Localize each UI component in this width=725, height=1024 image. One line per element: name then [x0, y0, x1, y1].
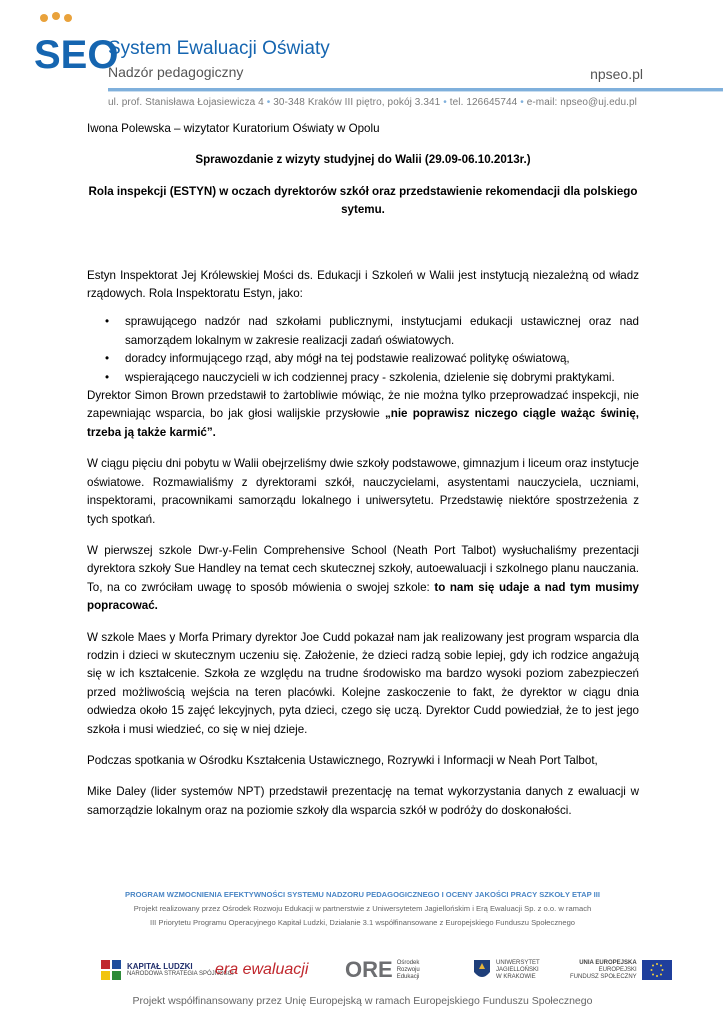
- list-item: • sprawującego nadzór nad szkołami publicznymi, instytucjami edukacji ustawicznej oraz nad samorządem lokalnym w zakresie realizacji zadań oświatowych.: [105, 315, 639, 347]
- svg-text:SEO: SEO: [34, 33, 119, 77]
- address-phone: tel. 126645744: [449, 97, 518, 108]
- quote-bold: to nam się udaje a nad tym musimy popracować.: [87, 580, 639, 613]
- document-title: Sprawozdanie z wizyty studyjnej do Walii (29.09-06.10.2013r.): [195, 153, 531, 167]
- paragraph-daley: Mike Daley (lider systemów NPT) przedstawił prezentację na temat wykorzystania danych z ewaluacji w samorządzie lokalnym oraz na poziomie szkoły dla wsparcia szkół w podróży do doskonałości.: [87, 785, 639, 817]
- uj-crest-icon: [472, 958, 492, 982]
- bullet-icon: •: [105, 352, 110, 366]
- address-city: 30-348 Kraków III piętro, pokój 3.341: [273, 97, 441, 108]
- footer-cofinanced: Projekt współfinansowany przez Unię Europejską w ramach Europejskiego Funduszu Społecznego: [132, 995, 593, 1007]
- header-subtitle: Nadzór pedagogiczny: [108, 64, 244, 80]
- role-list: [87, 313, 639, 387]
- kapital-ludzki-icon: [100, 959, 122, 981]
- footer-project: Projekt realizowany przez Ośrodek Rozwoju Edukacji w partnerstwie z Uniwersytetem Jagiellońskim i Erą Ewaluacji Sp. z o.o. w ramach: [133, 904, 592, 913]
- bullet-icon: •: [105, 370, 110, 384]
- paragraph-brown: Dyrektor Simon Brown przedstawił to żartobliwie mówiąc, że nie można tylko przeprowadzać inspekcji, nie zapewniając wsparcia, bo jak głosi walijskie przysłowie „nie poprawisz niczego ciągle ważąc świnię, trzeba ją także karmić”.: [87, 389, 639, 439]
- proverb: „nie poprawisz niczego ciągle ważąc świnię, trzeba ją także karmić”.: [87, 407, 639, 439]
- paragraph-visit: W ciągu pięciu dni pobytu w Walii obejrzeliśmy dwie szkoły podstawowe, gimnazjum i liceum oraz instytucje oświatowe. Rozmawialiśmy z dyrektorami szkół, nauczycielami, asystentami nauczyciela, uczniami, inspektorami, pracownikami samorządu lokalnego i uniwersytetu. Przedstawię niektóre spostrzeżenia z tych spotkań.: [87, 457, 639, 526]
- paragraph-maes-y-morfa: W szkole Maes y Morfa Primary dyrektor Joe Cudd pokazał nam jak realizowany jest program wsparcia dla rodzin i dzieci w skutecznym uczeniu się. Założenie, że dzieci radzą sobie lepiej, gdy ich rodzice angażują się w ich kształcenie. Szkoła ze względu na trudne środowisko ma bardzo wysoki poziom zabezpieczeń przed możliwością wejścia na teren placówki. Kolejne zaskoczenie to fakt, że dyrektor w ciągu dnia odwiedza około 15 zajęć lekcyjnych, pyta dzieci, czego się uczą. Dyrektor Cudd powiedział, że to jest jego szkoła i musi wiedzieć, co się w niej dzieje.: [87, 630, 639, 736]
- paragraph-meeting: Podczas spotkania w Ośrodku Kształcenia Ustawicznego, Rozrywki i Informacji w Neah Port Talbot,: [87, 753, 598, 767]
- separator-dot: •: [443, 97, 447, 108]
- logo-unia-europejska: UNIA EUROPEJSKA EUROPEJSKI FUNDUSZ SPOŁECZNY: [570, 950, 672, 990]
- paragraph-estyn: Estyn Inspektorat Jej Królewskiej Mości ds. Edukacji i Szkoleń w Walii jest instytucją niezależną od władz rządowych. Rola Inspektoratu Estyn, jako:: [87, 268, 639, 301]
- list-item: • wspierającego nauczycieli w ich codziennej pracy - szkolenia, dzielenie się dobrymi praktykami.: [87, 369, 639, 387]
- separator-dot: •: [520, 97, 524, 108]
- header-address: [108, 97, 637, 108]
- footer-program: PROGRAM WZMOCNIENIA EFEKTYWNOŚCI SYSTEMU NADZORU PEDAGOGICZNEGO I OCENY JAKOŚCI PRACY SZKOŁY ETAP III: [125, 890, 600, 899]
- seo-logo: [34, 12, 119, 80]
- eu-flag-icon: [642, 960, 672, 980]
- logo-ore: ORE Ośrodek Rozwoju Edukacji: [345, 957, 420, 982]
- list-item: • doradcy informującego rząd, aby mógł na tej podstawie realizować politykę oświatową,: [87, 350, 639, 368]
- address-email[interactable]: e-mail: npseo@uj.edu.pl: [526, 97, 637, 108]
- logo-era-ewaluacji: era ewaluacji: [215, 961, 309, 978]
- header-rule-thin: [108, 91, 723, 92]
- header-title: System Ewaluacji Oświaty: [108, 38, 330, 59]
- document-body: [87, 120, 639, 833]
- address-street: ul. prof. Stanisława Łojasiewicza 4: [108, 97, 264, 108]
- document-subtitle: Rola inspekcji (ESTYN) w oczach dyrektorów szkół oraz przedstawienie rekomendacji dla polskiego sytemu.: [88, 184, 638, 217]
- header-website[interactable]: npseo.pl: [590, 66, 643, 82]
- separator-dot: •: [266, 97, 271, 108]
- author-line: Iwona Polewska – wizytator Kuratorium Oświaty w Opolu: [87, 122, 380, 135]
- logo-kapital-ludzki: KAPITAŁ LUDZKI NARODOWA STRATEGIA SPÓJNOŚCI: [100, 950, 234, 990]
- bullet-icon: •: [105, 315, 110, 329]
- paragraph-dwr-y-felin: W pierwszej szkole Dwr-y-Felin Comprehensive School (Neath Port Talbot) wysłuchaliśmy prezentacji dyrektora szkoły Sue Handley na temat cech skutecznej szkoły, autoewaluacji i szkolnego planu nauczania. To, na co zwróciłam uwagę to sposób mówienia o swojej szkole: to nam się udaje a nad tym musimy popracować.: [87, 543, 639, 613]
- footer-priority: III Priorytetu Programu Operacyjnego Kapitał Ludzki, Działanie 3.1 współfinansowane z Europejskiego Funduszu Społecznego: [149, 918, 576, 927]
- logo-uj: UNIWERSYTET JAGIELLOŃSKI W KRAKOWIE: [472, 950, 540, 990]
